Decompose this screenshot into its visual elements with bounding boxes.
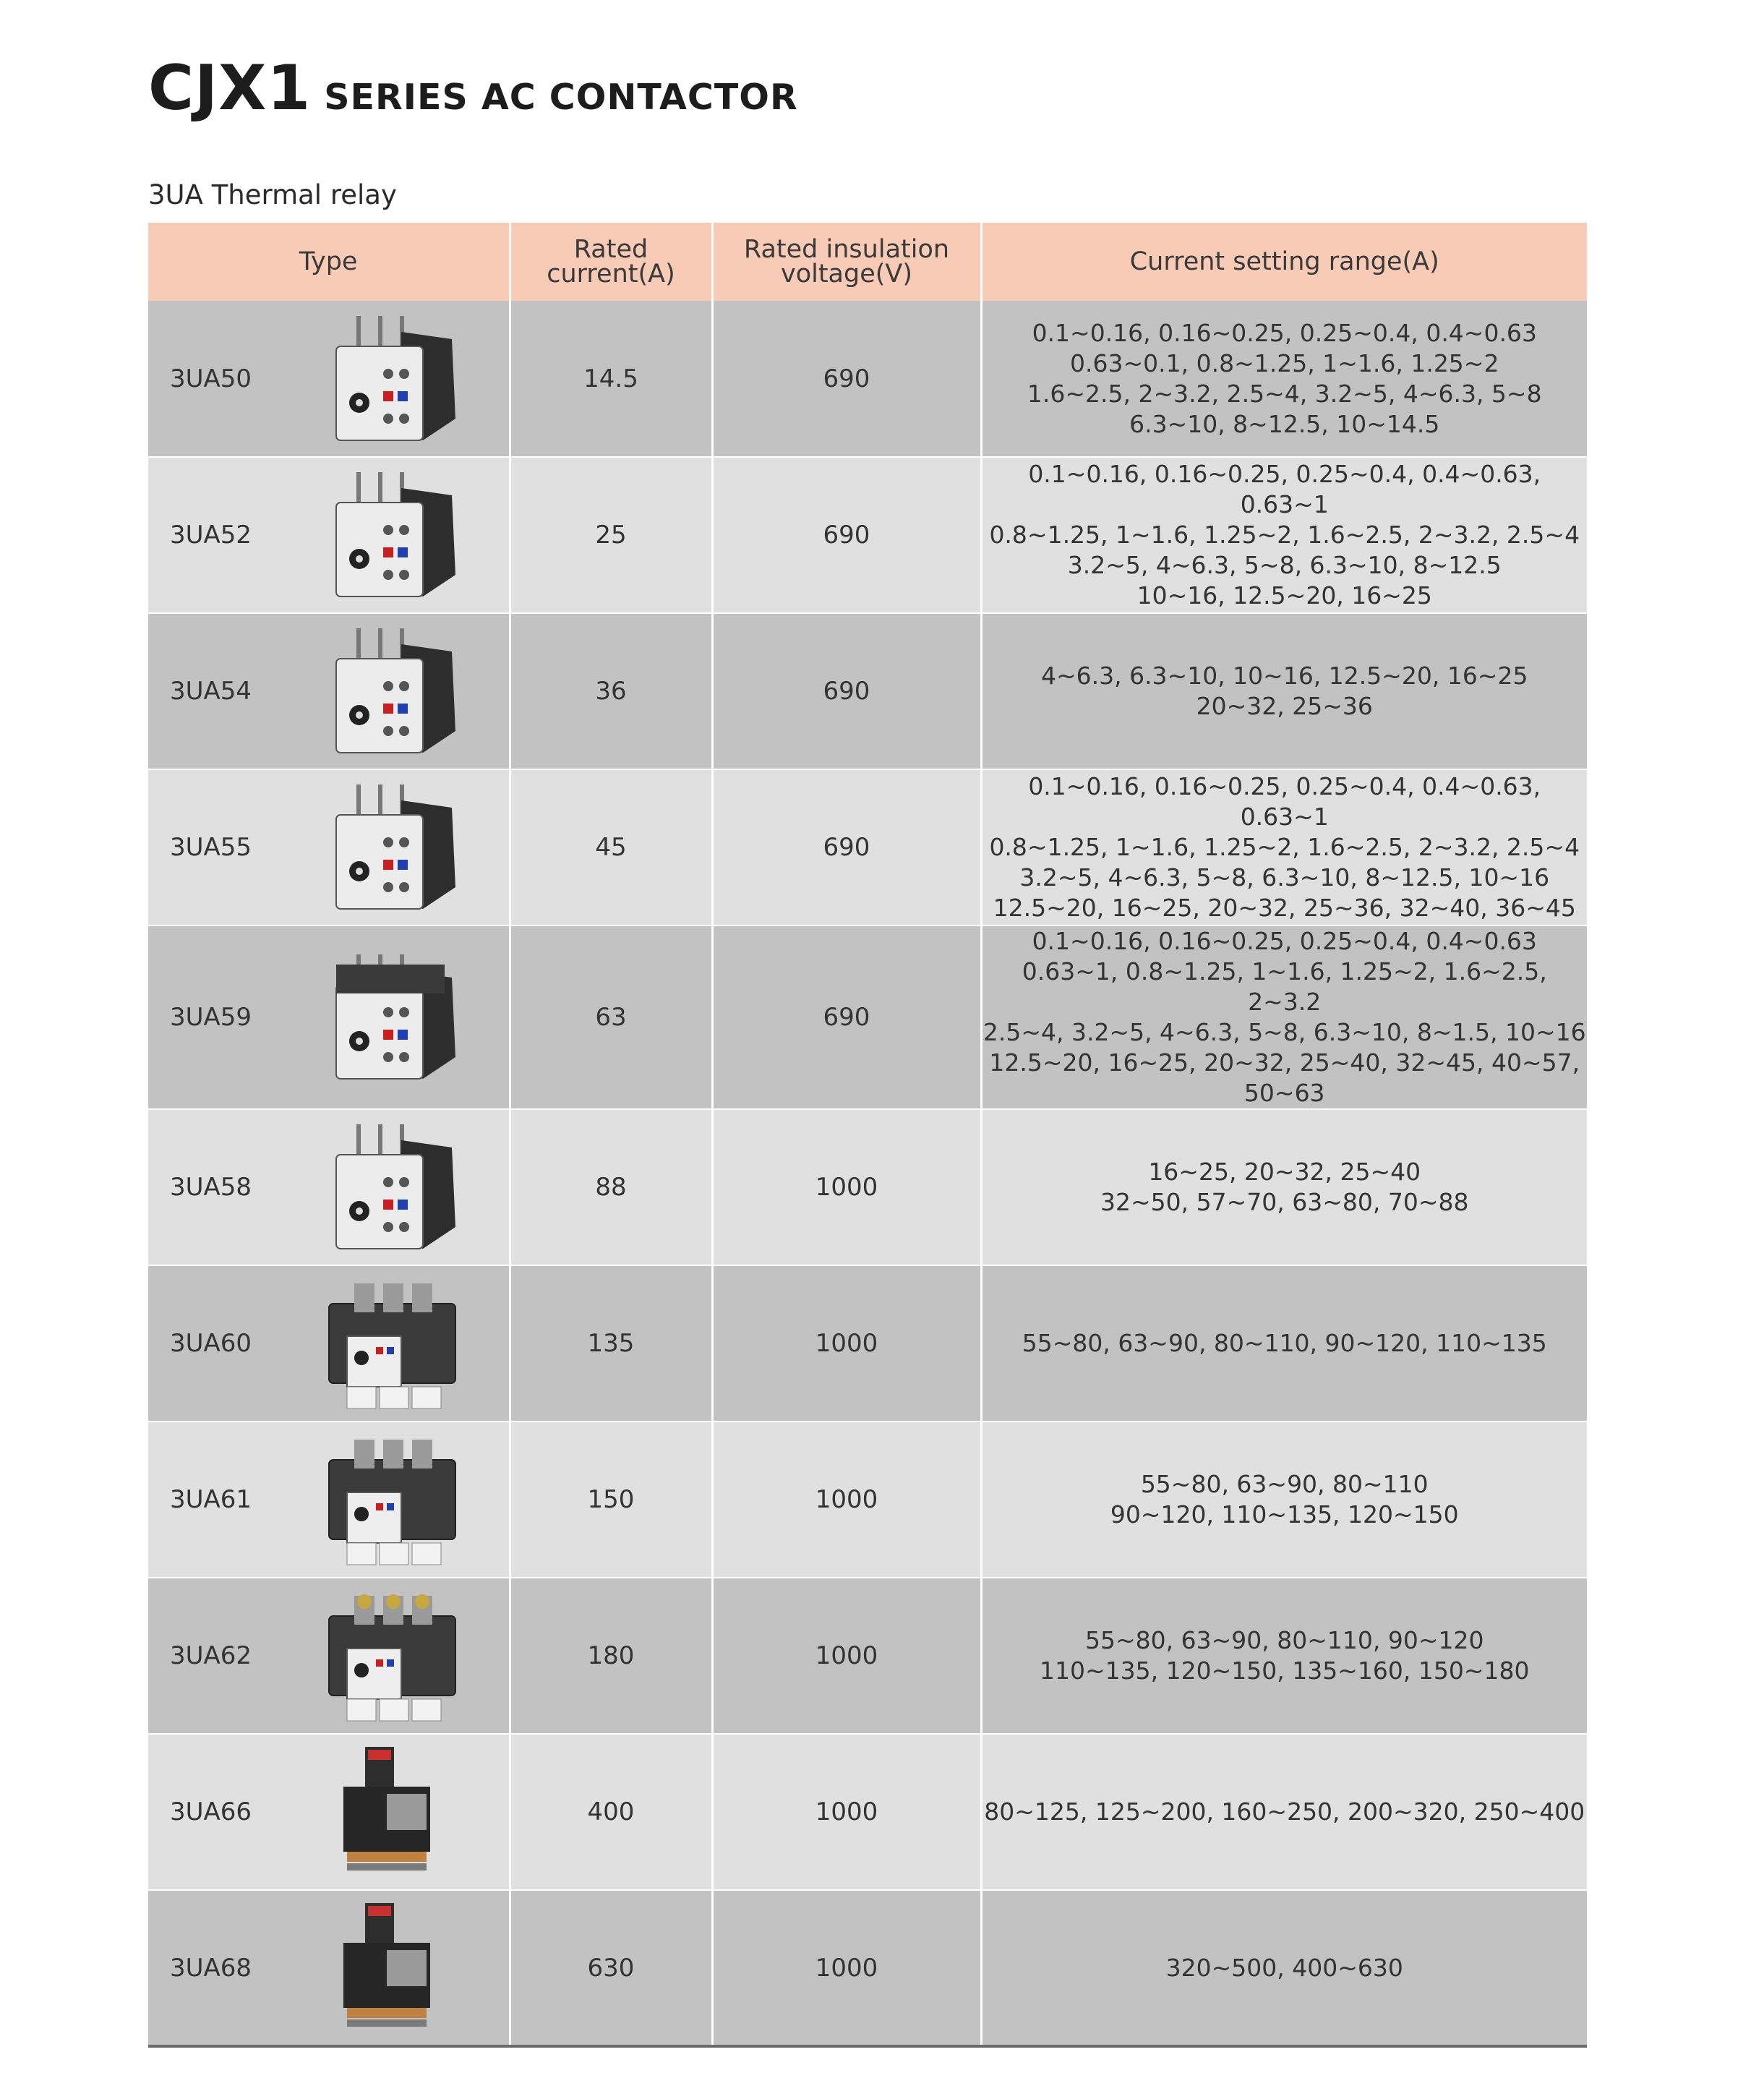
title-sub: SERIES AC CONTACTOR xyxy=(324,77,798,118)
current-range-cell xyxy=(981,925,1587,1109)
range-line: 320~500, 400~630 xyxy=(1165,1953,1403,1982)
section-heading: 3UA Thermal relay xyxy=(148,179,397,210)
thermal-relay-image xyxy=(314,1431,466,1568)
range-line: 3.2~5, 4~6.3, 5~8, 6.3~10, 8~12.5, 10~16 xyxy=(1019,863,1550,892)
range-line: 0.8~1.25, 1~1.6, 1.25~2, 1.6~2.5, 2~3.2, 2.5~4 xyxy=(989,833,1580,861)
thermal-relay-image xyxy=(314,779,466,916)
table-row xyxy=(148,925,1587,1109)
type-cell xyxy=(148,301,510,457)
table-row xyxy=(148,769,1587,925)
range-line: 4~6.3, 6.3~10, 10~16, 12.5~20, 16~25 xyxy=(1040,662,1528,690)
range-line: 55~80, 63~90, 80~110, 90~120 xyxy=(1085,1626,1484,1654)
type-cell xyxy=(148,925,510,1109)
rated-voltage-cell: 690 xyxy=(712,769,981,925)
rated-current-cell: 630 xyxy=(510,1890,712,2046)
range-line: 0.1~0.16, 0.16~0.25, 0.25~0.4, 0.4~0.63 xyxy=(1032,318,1537,347)
rated-voltage-cell: 690 xyxy=(712,457,981,613)
rated-current-cell: 63 xyxy=(510,925,712,1109)
rated-current-cell: 14.5 xyxy=(510,301,712,457)
table-body xyxy=(148,301,1587,2046)
rated-voltage-cell: 1000 xyxy=(712,1422,981,1578)
range-line: 0.1~0.16, 0.16~0.25, 0.25~0.4, 0.4~0.63, 0.63~1 xyxy=(1028,460,1541,518)
table-row xyxy=(148,457,1587,613)
title-main: CJX1 xyxy=(148,52,312,124)
range-line: 0.63~1, 0.8~1.25, 1~1.6, 1.25~2, 1.6~2.5, 2~3.2 xyxy=(1022,957,1547,1016)
rated-voltage-cell: 1000 xyxy=(712,1890,981,2046)
range-line: 2.5~4, 3.2~5, 4~6.3, 5~8, 6.3~10, 8~1.5, 10~16 xyxy=(982,1018,1586,1046)
current-range-cell xyxy=(981,613,1587,769)
range-line: 55~80, 63~90, 80~110 xyxy=(1140,1470,1429,1498)
header-rated-current: Rated current(A) xyxy=(510,223,712,301)
type-name: 3UA66 xyxy=(170,1797,252,1826)
type-name: 3UA50 xyxy=(170,364,252,393)
range-line: 0.1~0.16, 0.16~0.25, 0.25~0.4, 0.4~0.63, 0.63~1 xyxy=(1028,772,1541,831)
thermal-relay-image xyxy=(314,310,466,448)
thermal-relay-image xyxy=(314,1587,466,1724)
type-name: 3UA59 xyxy=(170,1003,252,1032)
header-type: Type xyxy=(148,223,510,301)
page-title xyxy=(148,52,798,124)
type-name: 3UA60 xyxy=(170,1329,252,1358)
range-line: 20~32, 25~36 xyxy=(1196,692,1373,720)
range-line: 12.5~20, 16~25, 20~32, 25~36, 32~40, 36~45 xyxy=(993,894,1576,922)
rated-current-cell: 45 xyxy=(510,769,712,925)
rated-current-cell: 88 xyxy=(510,1109,712,1265)
range-line: 110~135, 120~150, 135~160, 150~180 xyxy=(1040,1656,1530,1685)
rated-voltage-cell: 1000 xyxy=(712,1109,981,1265)
rated-voltage-cell: 690 xyxy=(712,613,981,769)
current-range-cell xyxy=(981,1578,1587,1734)
range-line: 32~50, 57~70, 63~80, 70~88 xyxy=(1100,1188,1469,1216)
rated-voltage-cell: 690 xyxy=(712,301,981,457)
thermal-relay-image xyxy=(314,949,466,1086)
type-name: 3UA61 xyxy=(170,1485,252,1514)
current-range-cell xyxy=(981,1890,1587,2046)
type-name: 3UA68 xyxy=(170,1953,252,1983)
type-cell xyxy=(148,1734,510,1890)
rated-current-cell: 36 xyxy=(510,613,712,769)
type-cell xyxy=(148,1265,510,1422)
thermal-relay-image xyxy=(314,1275,466,1412)
current-range-cell xyxy=(981,1734,1587,1890)
type-name: 3UA54 xyxy=(170,677,252,706)
rated-current-cell: 25 xyxy=(510,457,712,613)
rated-voltage-cell: 1000 xyxy=(712,1578,981,1734)
range-line: 0.8~1.25, 1~1.6, 1.25~2, 1.6~2.5, 2~3.2, 2.5~4 xyxy=(989,521,1580,549)
table-row xyxy=(148,1109,1587,1265)
type-cell xyxy=(148,1890,510,2046)
current-range-cell xyxy=(981,1265,1587,1422)
header-rated-voltage: Rated insulation voltage(V) xyxy=(712,223,981,301)
type-name: 3UA62 xyxy=(170,1641,252,1670)
thermal-relay-image xyxy=(314,623,466,760)
table-row xyxy=(148,1734,1587,1890)
thermal-relay-image xyxy=(314,1743,466,1881)
type-cell xyxy=(148,1109,510,1265)
table-row xyxy=(148,1265,1587,1422)
rated-current-cell: 150 xyxy=(510,1422,712,1578)
thermal-relay-table xyxy=(148,223,1587,2048)
table-row xyxy=(148,301,1587,457)
range-line: 16~25, 20~32, 25~40 xyxy=(1148,1158,1421,1186)
rated-voltage-cell: 690 xyxy=(712,925,981,1109)
type-name: 3UA52 xyxy=(170,521,252,550)
range-line: 1.6~2.5, 2~3.2, 2.5~4, 3.2~5, 4~6.3, 5~8 xyxy=(1027,379,1542,408)
rated-current-cell: 400 xyxy=(510,1734,712,1890)
range-line: 0.63~0.1, 0.8~1.25, 1~1.6, 1.25~2 xyxy=(1070,349,1499,377)
range-line: 90~120, 110~135, 120~150 xyxy=(1110,1500,1459,1529)
thermal-relay-image xyxy=(314,1119,466,1256)
range-line: 12.5~20, 16~25, 20~32, 25~40, 32~45, 40~57, 50~63 xyxy=(989,1048,1580,1107)
type-cell xyxy=(148,769,510,925)
type-name: 3UA58 xyxy=(170,1173,252,1202)
range-line: 6.3~10, 8~12.5, 10~14.5 xyxy=(1129,409,1440,438)
table-header-row xyxy=(148,223,1587,301)
rated-current-cell: 135 xyxy=(510,1265,712,1422)
range-line: 10~16, 12.5~20, 16~25 xyxy=(1136,581,1432,610)
thermal-relay-image xyxy=(314,1899,466,2037)
type-cell xyxy=(148,613,510,769)
current-range-cell xyxy=(981,1109,1587,1265)
rated-voltage-cell: 1000 xyxy=(712,1734,981,1890)
range-line: 55~80, 63~90, 80~110, 90~120, 110~135 xyxy=(1022,1329,1547,1357)
type-name: 3UA55 xyxy=(170,833,252,862)
current-range-cell xyxy=(981,769,1587,925)
range-line: 80~125, 125~200, 160~250, 200~320, 250~400 xyxy=(984,1797,1585,1826)
range-line: 0.1~0.16, 0.16~0.25, 0.25~0.4, 0.4~0.63 xyxy=(1032,927,1537,955)
thermal-relay-image xyxy=(314,466,466,604)
table-row xyxy=(148,1422,1587,1578)
table-row xyxy=(148,1578,1587,1734)
type-cell xyxy=(148,1578,510,1734)
range-line: 3.2~5, 4~6.3, 5~8, 6.3~10, 8~12.5 xyxy=(1067,551,1502,579)
table-row xyxy=(148,613,1587,769)
current-range-cell xyxy=(981,301,1587,457)
table-row xyxy=(148,1890,1587,2046)
current-range-cell xyxy=(981,1422,1587,1578)
type-cell xyxy=(148,1422,510,1578)
rated-voltage-cell: 1000 xyxy=(712,1265,981,1422)
header-current-range: Current setting range(A) xyxy=(981,223,1587,301)
type-cell xyxy=(148,457,510,613)
current-range-cell xyxy=(981,457,1587,613)
rated-current-cell: 180 xyxy=(510,1578,712,1734)
